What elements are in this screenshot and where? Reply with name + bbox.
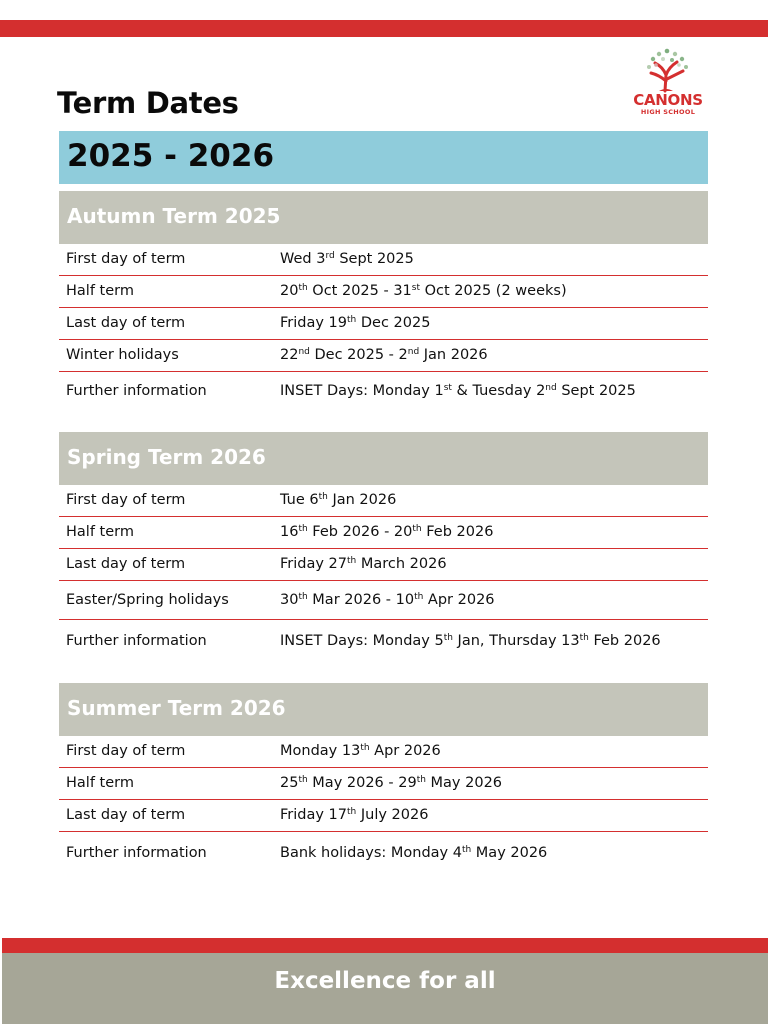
academic-year: 2025 - 2026 [67, 138, 275, 174]
term-row [59, 308, 708, 340]
row-value: INSET Days: Monday 1st & Tuesday 2nd Sept 2025 [280, 383, 636, 399]
row-value: INSET Days: Monday 5th Jan, Thursday 13th Feb 2026 [280, 633, 661, 649]
row-value: 30th Mar 2026 - 10th Apr 2026 [280, 591, 495, 608]
academic-year-banner [59, 131, 708, 184]
term-row [59, 276, 708, 308]
tree-icon [625, 45, 711, 93]
school-logo [625, 45, 711, 117]
term-header [59, 432, 708, 485]
row-value: Bank holidays: Monday 4th May 2026 [280, 845, 548, 861]
row-value: 20th Oct 2025 - 31st Oct 2025 (2 weeks) [280, 283, 567, 299]
term-section [59, 683, 708, 876]
term-title: Summer Term 2026 [67, 696, 286, 720]
row-label: First day of term [66, 251, 186, 267]
row-value: Friday 27th March 2026 [280, 556, 447, 572]
term-row [59, 340, 708, 372]
footer [2, 953, 768, 1024]
logo-subtitle: HIGH SCHOOL [640, 108, 696, 116]
row-label: Half term [66, 283, 134, 299]
page-title: Term Dates [57, 86, 239, 120]
footer-accent-bar [2, 938, 768, 953]
row-label: Last day of term [66, 556, 186, 572]
row-value: 25th May 2026 - 29th May 2026 [280, 775, 503, 791]
term-section [59, 191, 708, 412]
term-section [59, 432, 708, 664]
term-row [59, 244, 708, 276]
top-accent-bar [0, 20, 768, 37]
term-row [59, 620, 708, 664]
row-value: 22nd Dec 2025 - 2nd Jan 2026 [280, 347, 488, 363]
row-label: Further information [66, 633, 207, 649]
term-row [59, 800, 708, 832]
term-row [59, 372, 708, 412]
term-row [59, 517, 708, 549]
row-value: 16th Feb 2026 - 20th Feb 2026 [280, 524, 494, 540]
row-value: Tue 6th Jan 2026 [280, 492, 397, 508]
term-row [59, 736, 708, 768]
row-label: Winter holidays [66, 347, 179, 363]
logo-name: CANONS [633, 91, 703, 109]
row-value: Friday 19th Dec 2025 [280, 315, 431, 331]
term-row [59, 768, 708, 800]
term-title: Autumn Term 2025 [67, 204, 281, 228]
row-label: First day of term [66, 492, 186, 508]
footer-slogan: Excellence for all [274, 968, 496, 994]
term-row [59, 581, 708, 620]
term-header [59, 683, 708, 736]
row-label: Further information [66, 845, 207, 861]
row-label: Last day of term [66, 315, 186, 331]
row-label: Easter/Spring holidays [66, 591, 229, 608]
row-label: Half term [66, 775, 134, 791]
row-value: Wed 3rd Sept 2025 [280, 251, 414, 267]
row-label: Further information [66, 383, 207, 399]
term-row [59, 832, 708, 876]
term-title: Spring Term 2026 [67, 445, 266, 469]
row-value: Monday 13th Apr 2026 [280, 743, 441, 759]
row-label: First day of term [66, 743, 186, 759]
term-row [59, 549, 708, 581]
row-value: Friday 17th July 2026 [280, 807, 429, 823]
row-label: Last day of term [66, 807, 186, 823]
term-row [59, 485, 708, 517]
row-label: Half term [66, 524, 134, 540]
term-header [59, 191, 708, 244]
